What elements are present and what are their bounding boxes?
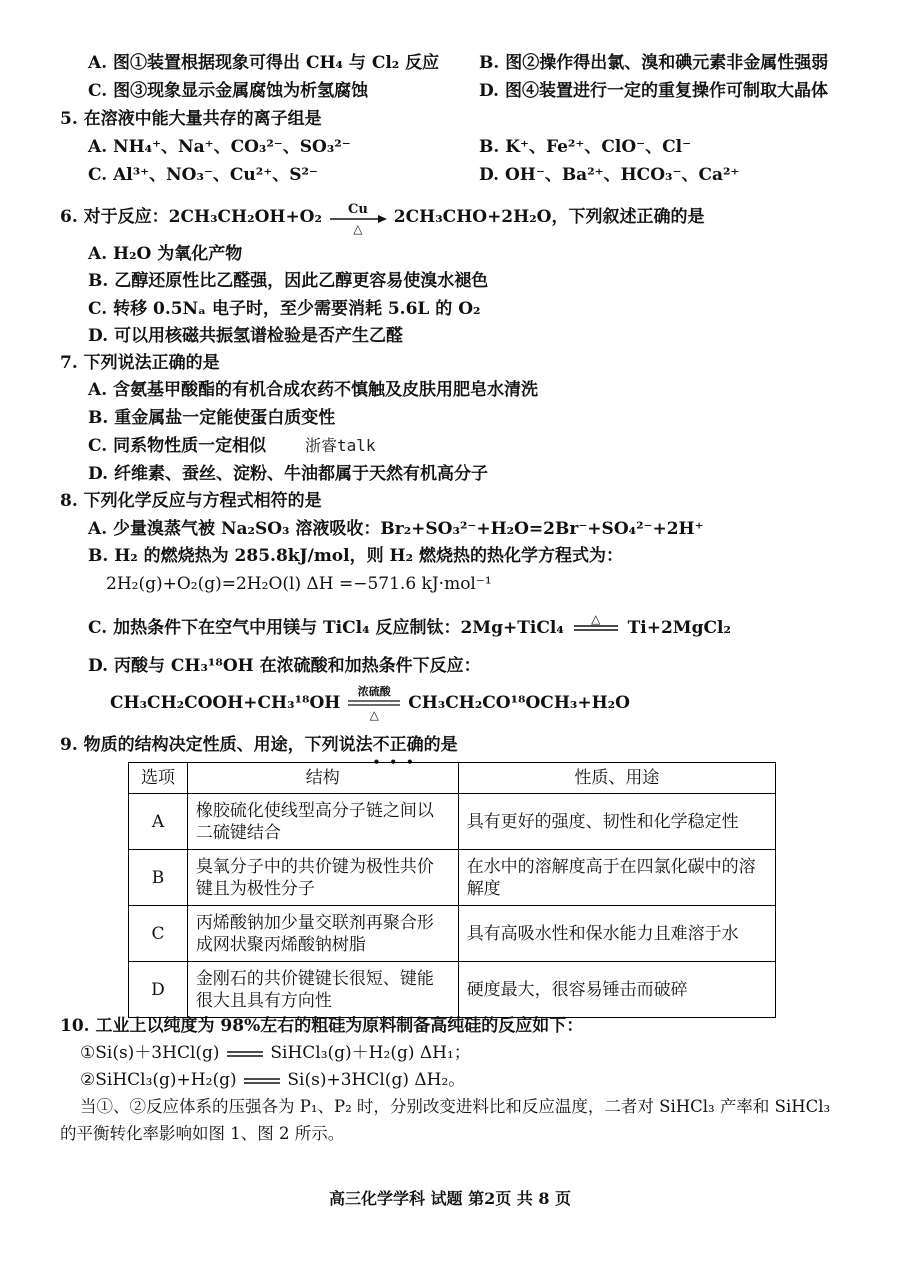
- q7-option-a: A. 含氨基甲酸酯的有机合成农药不慎触及皮肤用肥皂水清洗: [88, 380, 539, 400]
- table-cell-structure: 橡胶硫化使线型高分子链之间以二硫键结合: [187, 794, 458, 850]
- q6-option-b: B. 乙醇还原性比乙醛强，因此乙醇更容易使溴水褪色: [88, 271, 489, 291]
- q9-emphasis-text: 不正确: [372, 735, 424, 755]
- q8-option-b: B. H₂ 的燃烧热为 285.8kJ/mol，则 H₂ 燃烧热的热化学方程式为：: [88, 546, 623, 566]
- page-footer: 高三化学学科 试题 第2页 共 8 页: [328, 1189, 572, 1208]
- q9-stem-end: 的是: [423, 735, 458, 755]
- q4-option-c: C. 图③现象显示金属腐蚀为析氢腐蚀: [88, 81, 369, 101]
- q6-catalyst: Cu: [347, 201, 368, 217]
- reaction-arrow-icon: [328, 201, 388, 236]
- table-cell-option: C: [129, 906, 188, 962]
- q6-option-c: C. 转移 0.5Nₐ 电子时，至少需要消耗 5.6L 的 O₂: [88, 299, 481, 319]
- table-row: [129, 962, 776, 1018]
- q8-stem: 8. 下列化学反应与方程式相符的是: [60, 491, 322, 511]
- q6-option-d: D. 可以用核磁共振氢谱检验是否产生乙醛: [88, 326, 403, 346]
- table-cell-structure: 金刚石的共价键键长很短、键能很大且具有方向性: [187, 962, 458, 1018]
- table-cell-option: A: [129, 794, 188, 850]
- q5-option-b: B. K⁺、Fe²⁺、ClO⁻、Cl⁻: [479, 137, 692, 157]
- table-row: [129, 906, 776, 962]
- q8-option-a: A. 少量溴蒸气被 Na₂SO₃ 溶液吸收：Br₂+SO₃²⁻+H₂O=2Br⁻+SO₄²⁻+2H⁺: [88, 519, 704, 539]
- table-header-structure: 结构: [187, 763, 458, 794]
- q10-stem: 10. 工业上以纯度为 98%左右的粗硅为原料制备高纯硅的反应如下：: [60, 1016, 584, 1036]
- equilibrium-equals-icon: [570, 611, 622, 640]
- q9-stem: [60, 734, 458, 769]
- q8-c-reactants: C. 加热条件下在空气中用镁与 TiCl₄ 反应制钛：2Mg+TiCl₄: [88, 618, 564, 638]
- table-cell-option: B: [129, 850, 188, 906]
- q8-option-c: [88, 611, 731, 640]
- table-header-row: [129, 763, 776, 794]
- q5-option-a: A. NH₄⁺、Na⁺、CO₃²⁻、SO₃²⁻: [88, 137, 351, 157]
- q8-d-equation: [110, 684, 630, 722]
- q4-option-b: B. 图②操作得出氯、溴和碘元素非金属性强弱: [479, 53, 829, 73]
- equilibrium-arrow-icon: [242, 1070, 282, 1092]
- q6-stem-products: 2CH₃CHO+2H₂O，下列叙述正确的是: [393, 207, 705, 227]
- q4-option-a: A. 图①装置根据现象可得出 CH₄ 与 Cl₂ 反应: [88, 53, 440, 73]
- q9-table: [128, 762, 776, 1018]
- q6-option-a: A. H₂O 为氧化产物: [88, 244, 243, 264]
- q8-d-cond-top: 浓硫酸: [357, 684, 391, 698]
- q5-option-d: D. OH⁻、Ba²⁺、HCO₃⁻、Ca²⁺: [479, 165, 740, 185]
- q8-d-reactants: CH₃CH₂COOH+CH₃¹⁸OH: [110, 693, 341, 713]
- q7-stem: 7. 下列说法正确的是: [60, 353, 220, 373]
- emphasis-dots-icon: •••: [372, 755, 423, 769]
- table-cell-option: D: [129, 962, 188, 1018]
- q7-option-d: D. 纤维素、蚕丝、淀粉、牛油都属于天然有机高分子: [88, 464, 488, 484]
- table-cell-property: 在水中的溶解度高于在四氯化碳中的溶解度: [458, 850, 775, 906]
- table-cell-property: 具有高吸水性和保水能力且难溶于水: [458, 906, 775, 962]
- q9-stem-text: 9. 物质的结构决定性质、用途，下列说法: [60, 735, 373, 755]
- q9-stem-emphasis: [372, 735, 424, 769]
- table-cell-structure: 丙烯酸钠加少量交联剂再聚合形成网状聚丙烯酸钠树脂: [187, 906, 458, 962]
- equilibrium-arrow-icon: [225, 1043, 265, 1065]
- q10-r1-products: SiHCl₃(g)＋H₂(g) ΔH₁；: [270, 1043, 471, 1063]
- q7-option-c: C. 同系物性质一定相似: [88, 436, 267, 456]
- watermark-text: 浙睿talk: [305, 436, 376, 455]
- q7-option-b: B. 重金属盐一定能使蛋白质变性: [88, 408, 336, 428]
- q8-c-heat: △: [591, 611, 601, 626]
- q4-option-d: D. 图④装置进行一定的重复操作可制取大晶体: [479, 81, 828, 101]
- q5-stem: 5. 在溶液中能大量共存的离子组是: [60, 109, 322, 129]
- table-row: [129, 850, 776, 906]
- q10-r2-products: Si(s)+3HCl(g) ΔH₂。: [287, 1070, 466, 1090]
- q10-paragraph-line-1: 当①、②反应体系的压强各为 P₁、P₂ 时，分别改变进料比和反应温度，二者对 SiHCl₃ 产率和 SiHCl₃: [80, 1097, 831, 1116]
- q5-option-c: C. Al³⁺、NO₃⁻、Cu²⁺、S²⁻: [88, 165, 318, 185]
- q10-reaction-1: [80, 1042, 471, 1065]
- q8-d-cond-bot: △: [369, 707, 379, 722]
- q8-c-products: Ti+2MgCl₂: [627, 618, 731, 638]
- q8-option-d: D. 丙酸与 CH₃¹⁸OH 在浓硫酸和加热条件下反应：: [88, 656, 481, 676]
- q8-option-b-equation: 2H₂(g)+O₂(g)=2H₂O(l) ΔH =−571.6 kJ·mol⁻¹: [106, 574, 492, 594]
- table-header-property: 性质、用途: [458, 763, 775, 794]
- q8-d-products: CH₃CH₂CO¹⁸OCH₃+H₂O: [408, 693, 630, 713]
- q6-stem: [60, 201, 705, 236]
- table-cell-structure: 臭氧分子中的共价键为极性共价键且为极性分子: [187, 850, 458, 906]
- table-row: [129, 794, 776, 850]
- table-header-option: 选项: [129, 763, 188, 794]
- q10-r1-reactants: ①Si(s)＋3HCl(g): [80, 1043, 220, 1063]
- q10-paragraph-line-2: 的平衡转化率影响如图 1、图 2 所示。: [60, 1124, 345, 1143]
- q6-stem-reactants: 6. 对于反应：2CH₃CH₂OH+O₂: [60, 207, 322, 227]
- q6-heat: △: [353, 221, 363, 236]
- q10-r2-reactants: ②SiHCl₃(g)+H₂(g): [80, 1070, 237, 1090]
- table-cell-property: 硬度最大，很容易锤击而破碎: [458, 962, 775, 1018]
- table-cell-property: 具有更好的强度、韧性和化学稳定性: [458, 794, 775, 850]
- condition-equals-icon: [346, 684, 402, 722]
- q10-reaction-2: [80, 1069, 465, 1092]
